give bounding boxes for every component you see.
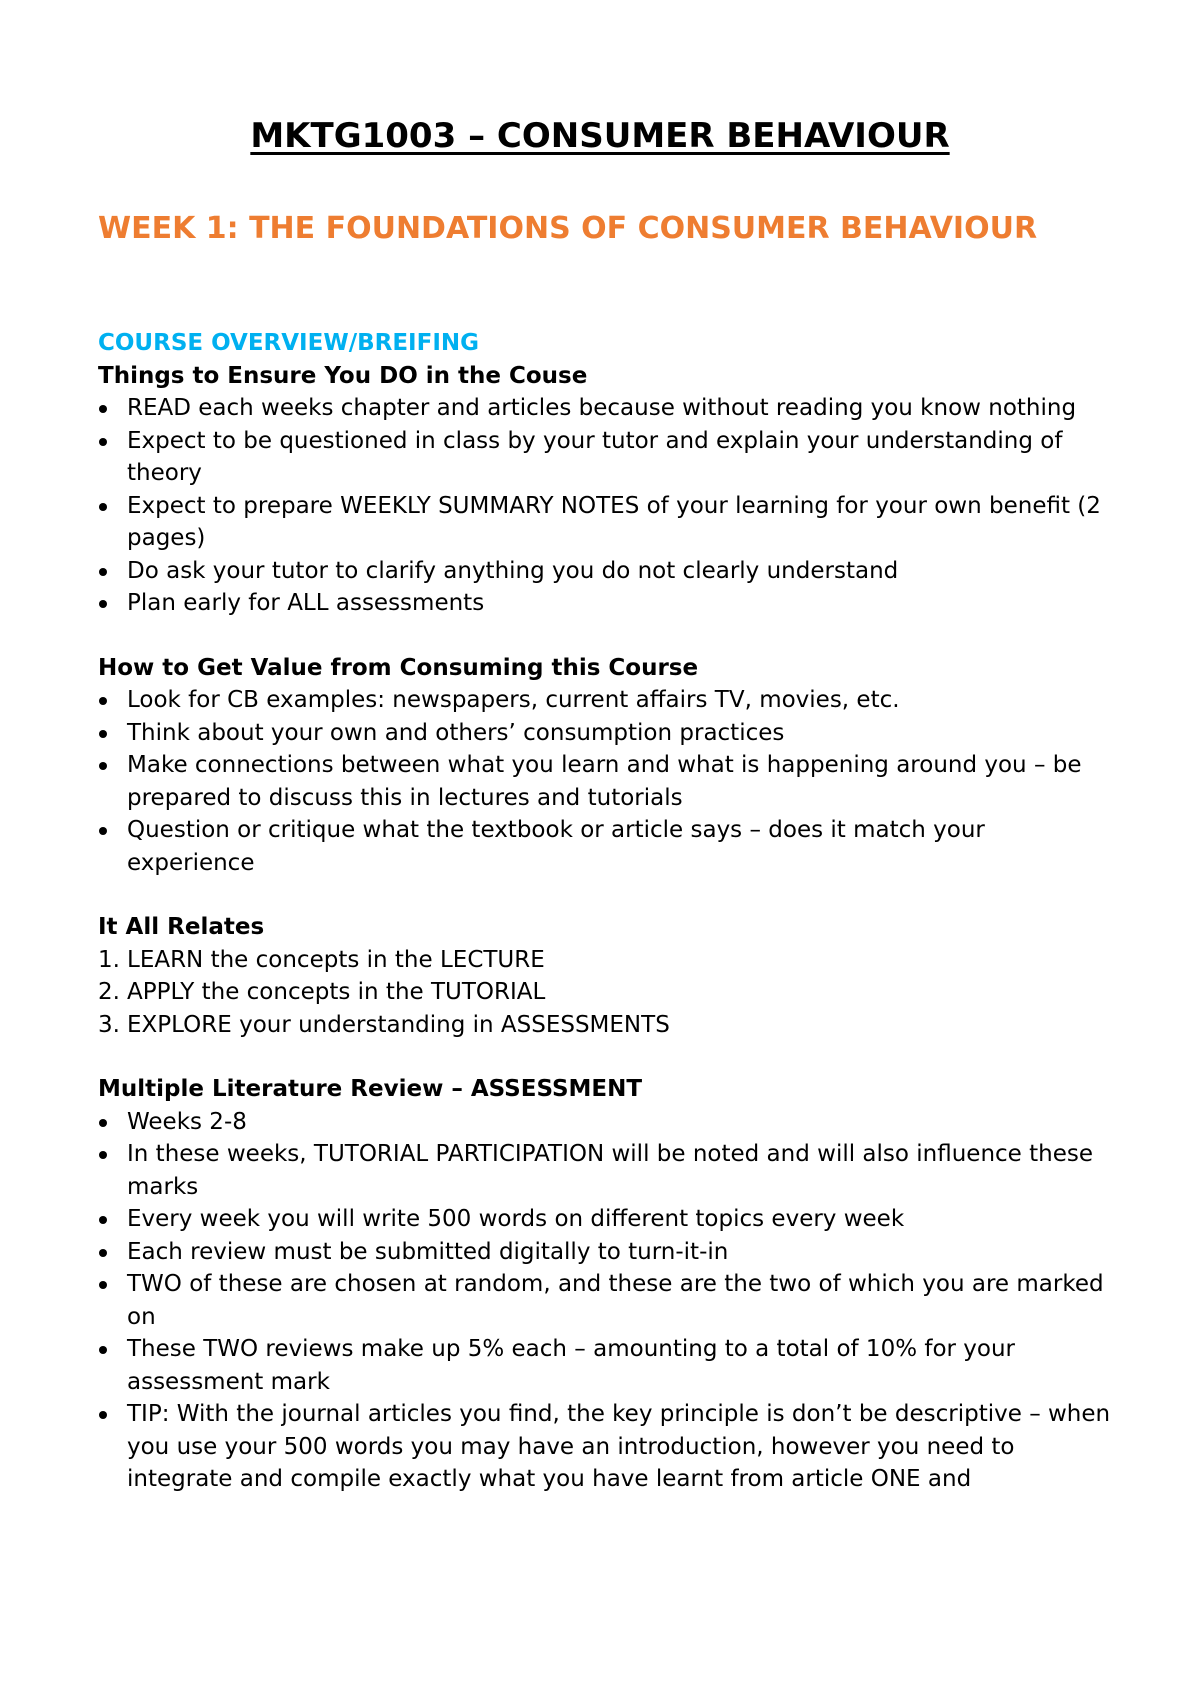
list-item: Every week you will write 500 words on different topics every week xyxy=(98,1203,1118,1236)
section-title-get-value: How to Get Value from Consuming this Course xyxy=(98,654,699,681)
list-item-text: APPLY the concepts in the TUTORIAL xyxy=(127,979,546,1005)
numbered-list-it-all-relates xyxy=(98,944,1118,1042)
list-item: Each review must be submitted digitally to turn-it-in xyxy=(98,1236,1118,1269)
numbered-list-item xyxy=(98,976,1118,1009)
list-item: These TWO reviews make up 5% each – amounting to a total of 10% for your assessment mark xyxy=(98,1333,1118,1398)
section-title-it-all-relates: It All Relates xyxy=(98,914,265,940)
list-item: Expect to be questioned in class by your tutor and explain your understanding of theory xyxy=(98,425,1118,490)
list-item-text: LEARN the concepts in the LECTURE xyxy=(127,946,545,973)
sub-heading: COURSE OVERVIEW/BREIFING xyxy=(98,330,480,356)
list-item-text: EXPLORE your understanding in ASSESSMENTS xyxy=(127,1011,670,1038)
week-heading: WEEK 1: THE FOUNDATIONS OF CONSUMER BEHAVIOUR xyxy=(98,211,1038,246)
section-title-literature-review: Multiple Literature Review – ASSESSMENT xyxy=(98,1076,643,1102)
list-item: Question or critique what the textbook or article says – does it match your experience xyxy=(98,814,1118,879)
numbered-list-item xyxy=(98,1009,1118,1042)
list-number: 2. xyxy=(98,979,120,1005)
bullet-list-literature-review xyxy=(98,1106,1118,1496)
list-item: Plan early for ALL assessments xyxy=(98,587,1118,620)
list-item: Think about your own and others’ consumption practices xyxy=(98,717,1118,750)
list-item: TIP: With the journal articles you find, the key principle is don’t be descriptive – when you use your 500 words you may have an introduction, however you need to integrate and compile exactly what you have learnt from article ONE and xyxy=(98,1398,1118,1496)
document-title: MKTG1003 – CONSUMER BEHAVIOUR xyxy=(250,116,950,156)
list-item: Make connections between what you learn and what is happening around you – be prepared to discuss this in lectures and tutorials xyxy=(98,749,1118,814)
list-item: Do ask your tutor to clarify anything you do not clearly understand xyxy=(98,555,1118,588)
list-item: In these weeks, TUTORIAL PARTICIPATION will be noted and will also influence these marks xyxy=(98,1138,1118,1203)
list-item: TWO of these are chosen at random, and these are the two of which you are marked on xyxy=(98,1268,1118,1333)
document-body xyxy=(98,327,1118,1496)
bullet-list-get-value xyxy=(98,684,1118,879)
bullet-list-things-to-do xyxy=(98,392,1118,620)
list-item: Weeks 2-8 xyxy=(98,1106,1118,1139)
list-number: 3. xyxy=(98,1011,120,1038)
list-item: Look for CB examples: newspapers, current affairs TV, movies, etc. xyxy=(98,684,1118,717)
spacer xyxy=(98,879,1118,911)
list-item: Expect to prepare WEEKLY SUMMARY NOTES of your learning for your own benefit (2 pages) xyxy=(98,490,1118,555)
spacer xyxy=(98,1041,1118,1073)
section-title-things-to-do: Things to Ensure You DO in the Couse xyxy=(98,362,588,389)
list-item: READ each weeks chapter and articles because without reading you know nothing xyxy=(98,392,1118,425)
spacer xyxy=(98,620,1118,652)
list-number: 1. xyxy=(98,946,120,973)
numbered-list-item xyxy=(98,944,1118,977)
